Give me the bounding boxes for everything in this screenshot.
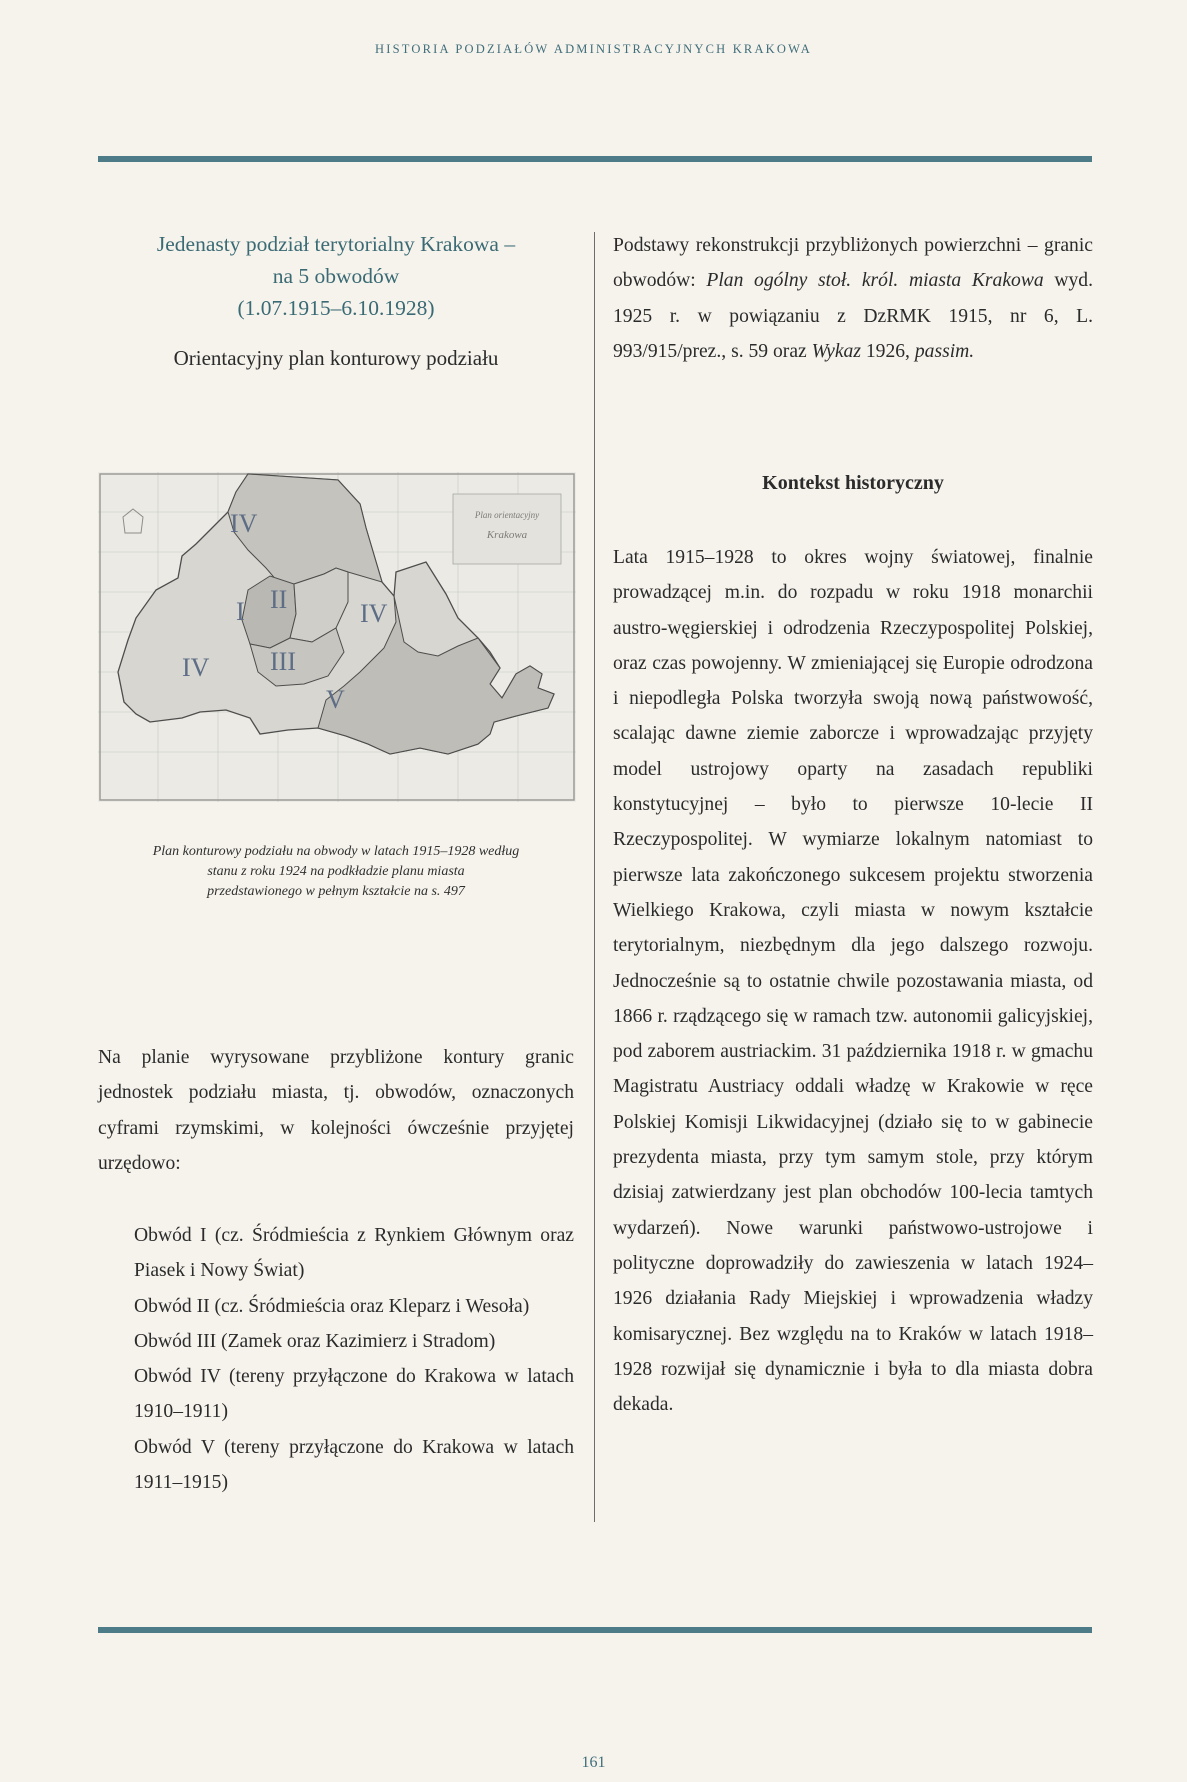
district-item: Obwód V (tereny przyłączone do Krakowa w latach 1911–1915) [134, 1436, 574, 1494]
district-label-iii: III [270, 647, 296, 676]
district-label-iv-north: IV [230, 509, 258, 538]
district-item: Obwód III (Zamek oraz Kazimierz i Stradom) [134, 1330, 496, 1352]
district-item: Obwód I (cz. Śródmieścia z Rynkiem Głównym oraz Piasek i Nowy Świat) [134, 1225, 574, 1282]
historical-context-heading: Kontekst historyczny [762, 472, 944, 494]
page-number: 161 [581, 1754, 606, 1771]
district-list [98, 1218, 574, 1500]
district-label-ii: II [270, 585, 288, 614]
district-item: Obwód II (cz. Śródmieścia oraz Kleparz i Wesoła) [134, 1295, 530, 1317]
district-contour-map [98, 472, 576, 802]
column-divider [594, 232, 595, 1522]
basis-source-wykaz: Wykaz [811, 340, 861, 362]
district-label-i: I [236, 597, 245, 626]
section-title-line: (1.07.1915–6.10.1928) [237, 296, 435, 320]
section-title-line: na 5 obwodów [272, 264, 400, 288]
caption-line: Plan konturowy podziału na obwody w latach 1915–1928 według [152, 844, 520, 859]
map-subtitle: Krakowa [486, 529, 528, 541]
caption-line: stanu z roku 1924 na podkładzie planu miasta [207, 864, 465, 879]
district-label-v: V [326, 685, 345, 714]
top-rule [98, 156, 1092, 162]
bottom-rule [98, 1627, 1092, 1633]
basis-source-plan: Plan ogólny stoł. król. miasta Krakowa [706, 270, 1044, 292]
section-title-line: Jedenasty podział terytorialny Krakowa – [156, 232, 516, 256]
reconstruction-basis [613, 228, 1093, 369]
map-title: Plan orientacyjny [474, 510, 540, 520]
basis-text: wyd. 1925 r. w powiązaniu z DzRMK 1915, nr 6, L. 993/915/prez., s. 59 oraz [613, 270, 1093, 362]
intro-paragraph: Na planie wyrysowane przybliżone kontury granic jednostek podziału miasta, tj. obwodów, oznaczonych cyframi rzymskimi, w kolejności ówcześnie przyjętej urzędowo: [98, 1047, 574, 1174]
left-column [98, 228, 574, 1494]
historical-context-paragraph: Lata 1915–1928 to okres wojny światowej, finalnie prowadzącej m.in. do rozpadu w roku 1918 monarchii austro-węgierskiej i odrodzenia Rzeczypospolitej Polskiej, oraz czas powojenny. W zmieniającej się Europie odrodzona i niepodległa Polska tworzyła swoją nową państwowość, scalając dawne ziemie zaborcze i wprowadzając przyjęty model ustrojowy oparty na zasadach republiki konstytucyjnej – było to pierwsze 10-lecie II Rzeczypospolitej. W wymiarze lokalnym natomiast to pierwsze lata zakończonego sukcesem projektu stworzenia Wielkiego Krakowa, czyli miasta w nowym kształcie terytorialnym, niezbędnym dla jego dalszego rozwoju. Jednocześnie są to ostatnie chwile pozostawania miasta, od 1866 r. rządzącego się w ramach tzw. autonomii galicyjskiej, pod zaborem austriackim. 31 października 1918 r. w gmachu Magistratu Austriacy oddali władzę w Krakowie w ręce Polskiej Komisji Likwidacyjnej (działo się to w gabinecie prezydenta miasta, przy tym samym stole, przy którym dzisiaj zatwierdzany jest plan obchodów 100-lecia tamtych wydarzeń). Nowe warunki państwowo-ustrojowe i polityczne doprowadziły do zawieszenia w latach 1924–1926 działania Rady Miejskiej i wprowadzenia władzy komisarycznej. Bez względu na to Kraków w latach 1918–1928 rozwijał się dynamicznie i była to dla miasta dobra dekada. [613, 547, 1093, 1416]
district-label-iv-west: IV [182, 653, 210, 682]
basis-passim: passim. [914, 340, 975, 362]
running-head: HISTORIA PODZIAŁÓW ADMINISTRACYJNYCH KRAKOWA [375, 42, 812, 56]
basis-text: 1926, [860, 340, 915, 362]
district-item: Obwód IV (tereny przyłączone do Krakowa w latach 1910–1911) [134, 1366, 574, 1423]
caption-line: przedstawionego w pełnym kształcie na s. 497 [207, 884, 465, 899]
basis-text: Podstawy rekonstrukcji przybliżonych powierzchni – granic obwodów: [613, 235, 1093, 292]
map-subheading: Orientacyjny plan konturowy podziału [173, 346, 499, 370]
district-label-iv-east: IV [360, 599, 388, 628]
section-title [98, 228, 574, 324]
map-caption [98, 842, 574, 902]
